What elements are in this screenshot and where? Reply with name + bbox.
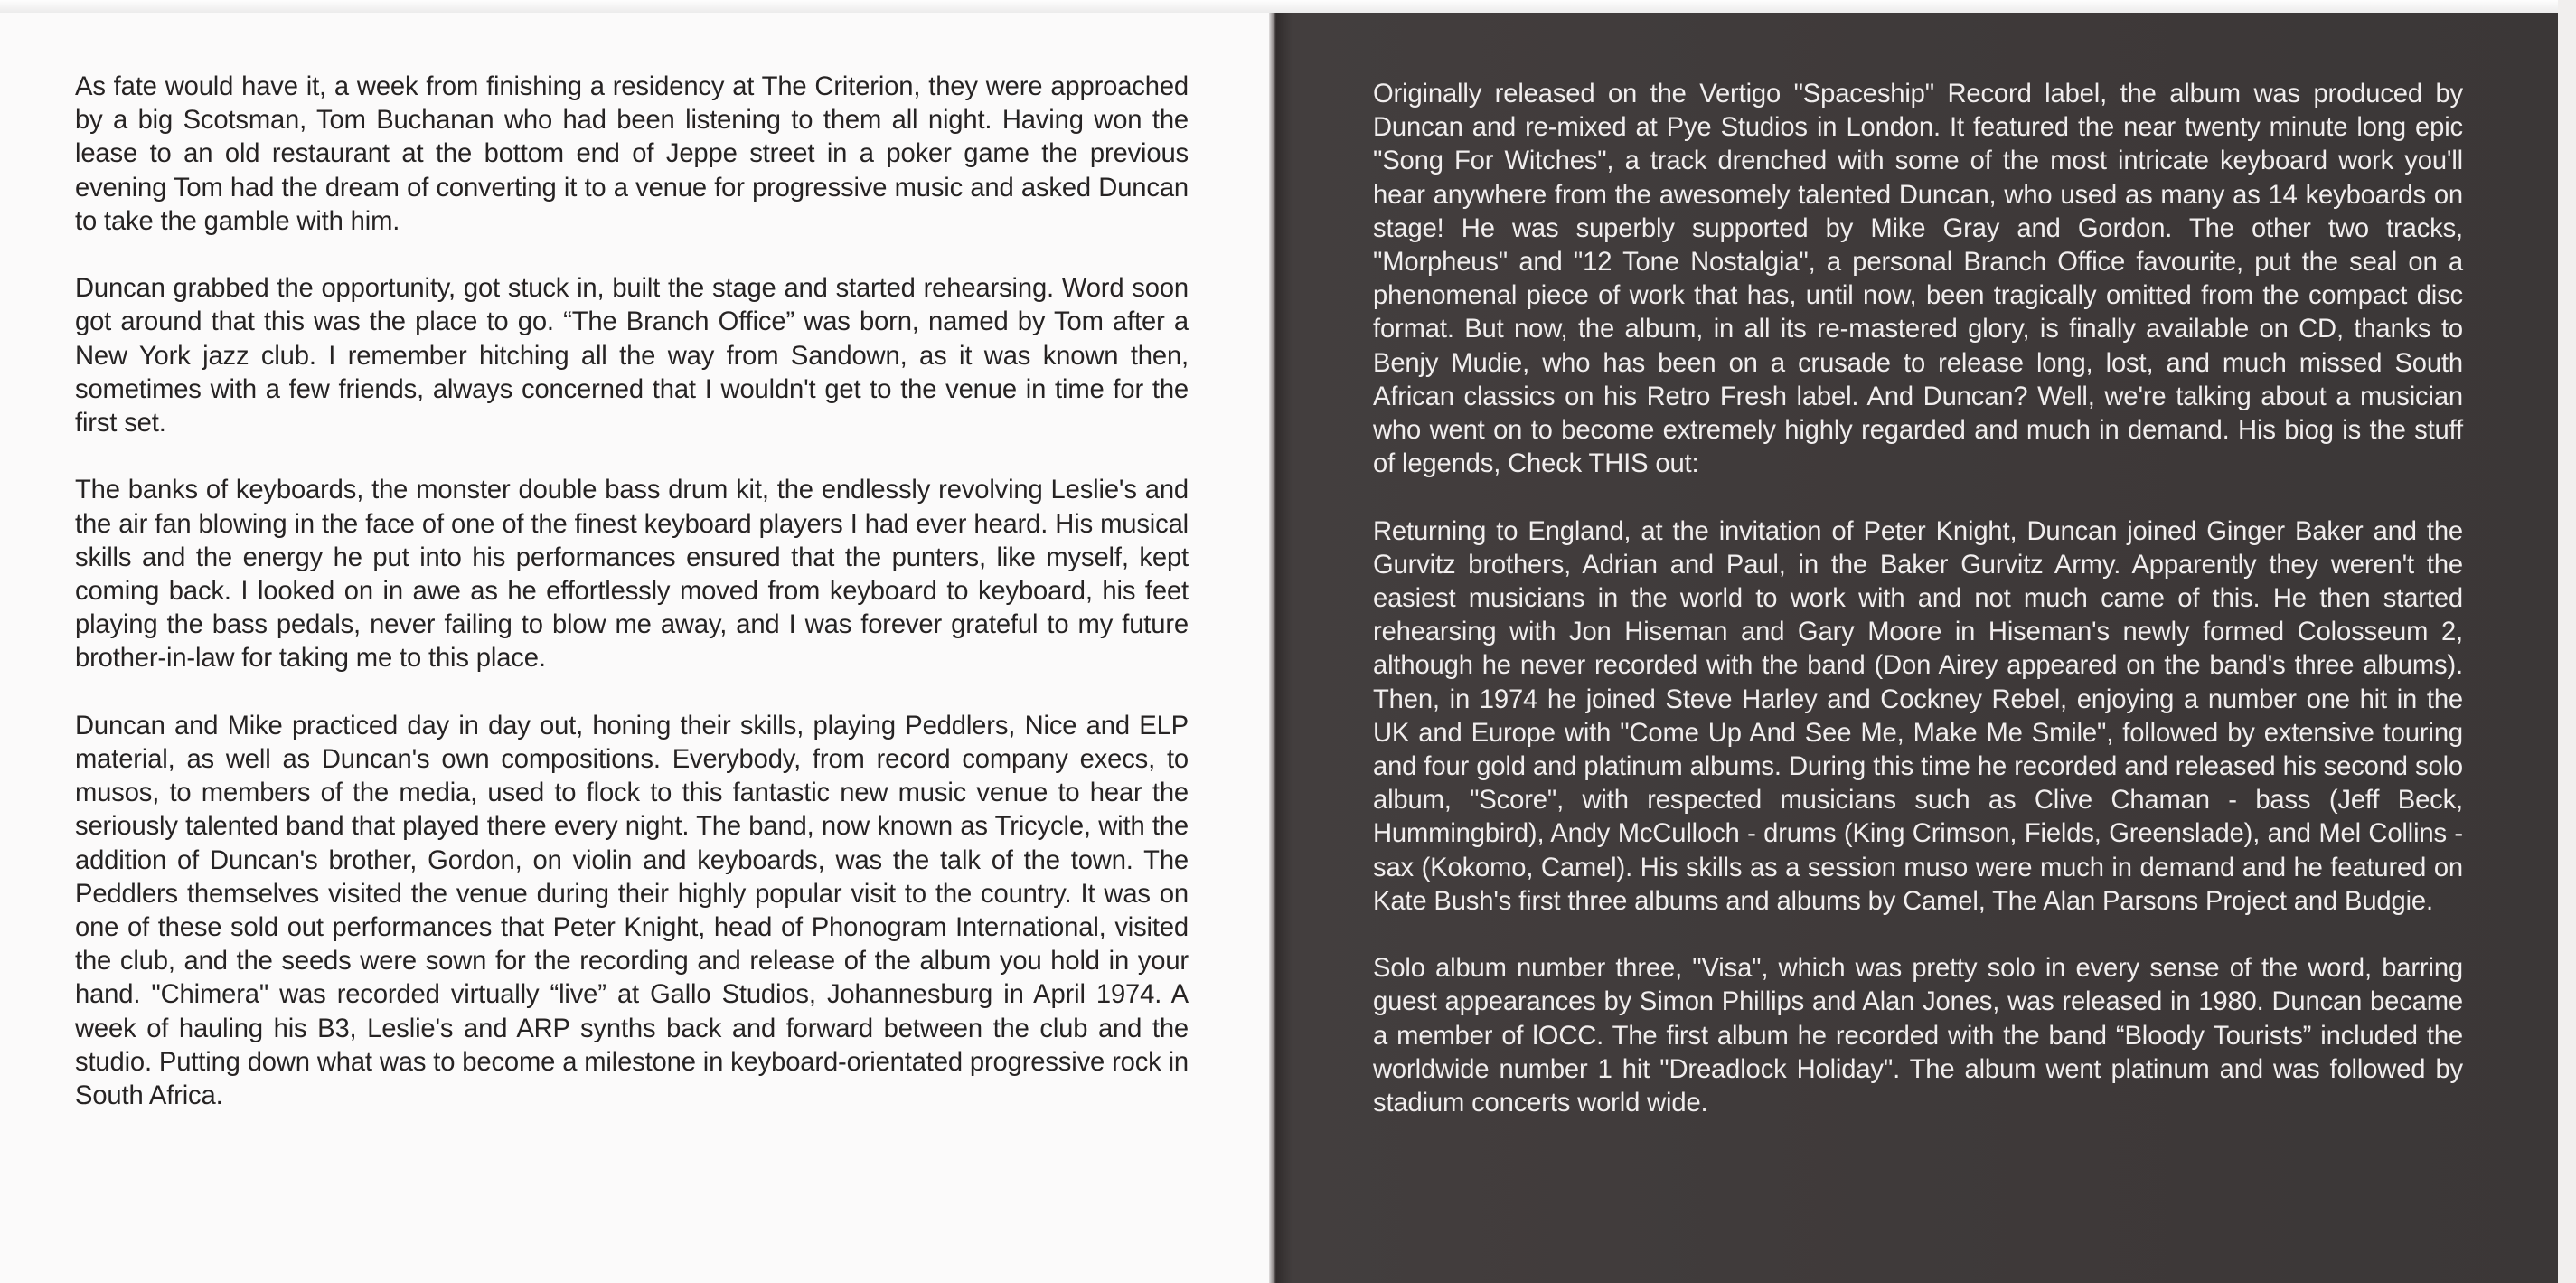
page-fold bbox=[1269, 13, 1276, 1283]
scan-right-edge bbox=[2558, 0, 2576, 1283]
left-paragraph-3: The banks of keyboards, the monster double bass drum kit, the endlessly revolving Leslie's and the air fan blowing in the face of one of the finest keyboard players I had ever heard. His musical skills and the energy he put into his performances ensured that the punters, like myself, kept coming back. I looked on in awe as he effortlessly moved from keyboard to keyboard, his feet playing the bass pedals, never failing to blow me away, and I was forever grateful to my future brother-in-law for taking me to this place. bbox=[75, 476, 1189, 674]
left-paragraph-4: Duncan and Mike practiced day in day out, honing their skills, playing Peddlers, Nice and ELP material, as well as Duncan's own compositions. Everybody, from record company execs, to musos, to members of the media, used to flock to this fantastic new music venue to hear the seriously talented band that played there every night. The band, now known as Tricycle, with the addition of Duncan's brother, Gordon, on violin and keyboards, was the talk of the town. The Peddlers themselves visited the venue during their highly popular visit to the country. It was on one of these sold out performances that Peter Knight, head of Phonogram International, visited the club, and the seeds were sown for the recording and release of the album you hold in your hand. "Chimera" was recorded virtually “live” at Gallo Studios, Johannesburg in April 1974. A week of hauling his B3, Leslie's and ARP synths back and forward between the club and the studio. Putting down what was to become a milestone in keyboard-orientated progressive rock in South Africa. bbox=[75, 711, 1189, 1111]
right-paragraph-2: Returning to England, at the invitation of Peter Knight, Duncan joined Ginger Baker and the Gurvitz brothers, Adrian and Paul, in the Baker Gurvitz Army. Apparently they weren't the easiest musicians in the world to work with and not much came of this. He then started rehearsing with Jon Hiseman and Gary Moore in Hiseman's newly formed Colosseum 2, although he never recorded with the band (Don Airey appeared on the band's three albums). Then, in 1974 he joined Steve Harley and Cockney Rebel, enjoying a number one hit in the UK and Europe with "Come Up And See Me, Make Me Smile", followed by extensive touring and four gold and platinum albums. During this time he recorded and released his second solo album, "Score", with respected musicians such as Clive Chaman - bass (Jeff Beck, Hummingbird), Andy McCulloch - drums (King Crimson, Fields, Greenslade), and Mel Collins - sax (Kokomo, Camel). His skills as a session muso were much in demand and he featured on Kate Bush's first three albums and albums by Camel, The Alan Parsons Project and Budgie. bbox=[1373, 516, 2463, 916]
scan-top-edge bbox=[0, 0, 2576, 13]
right-page-text bbox=[1373, 78, 2463, 1154]
right-paragraph-3: Solo album number three, "Visa", which was pretty solo in every sense of the word, barring guest appearances by Simon Phillips and Alan Jones, was released in 1980. Duncan became a member of lOCC. The first album he recorded with the band “Bloody Tourists” included the worldwide number 1 hit "Dreadlock Holiday". The album went platinum and was followed by stadium concerts world wide. bbox=[1373, 954, 2463, 1118]
left-page-text bbox=[75, 71, 1189, 1146]
right-paragraph-1: Originally released on the Vertigo "Spaceship" Record label, the album was produced by Duncan and re-mixed at Pye Studios in London. It featured the near twenty minute long epic "Song For Witches", a track drenched with some of the most intricate keyboard work you'll hear anywhere from the awesomely talented Duncan, who used as many as 14 keyboards on stage! He was superbly supported by Mike Gray and Gordon. The other two tracks, "Morpheus" and "12 Tone Nostalgia", a personal Branch Office favourite, put the seal on a phenomenal piece of work that has, until now, been tragically omitted from the compact disc format. But now, the album, in all its re-mastered glory, is finally available on CD, thanks to Benjy Mudie, who has been on a crusade to release long, lost, and much missed South African classics on his Retro Fresh label. And Duncan? Well, we're talking about a musician who went on to become extremely highly regarded and much in demand. His biog is the stuff of legends, Check THIS out: bbox=[1373, 80, 2463, 479]
left-paragraph-1: As fate would have it, a week from finishing a residency at The Criterion, they were approached by a big Scotsman, Tom Buchanan who had been listening to them all night. Having won the lease to an old restaurant at the bottom end of Jeppe street in a poker game the previous evening Tom had the dream of converting it to a venue for progressive music and asked Duncan to take the gamble with him. bbox=[75, 72, 1189, 236]
left-paragraph-2: Duncan grabbed the opportunity, got stuck in, built the stage and started rehearsing. Word soon got around that this was the place to go. “The Branch Office” was born, named by Tom after a New York jazz club. I remember hitching all the way from Sandown, as it was known then, sometimes with a few friends, always concerned that I wouldn't get to the venue in time for the first set. bbox=[75, 274, 1189, 439]
